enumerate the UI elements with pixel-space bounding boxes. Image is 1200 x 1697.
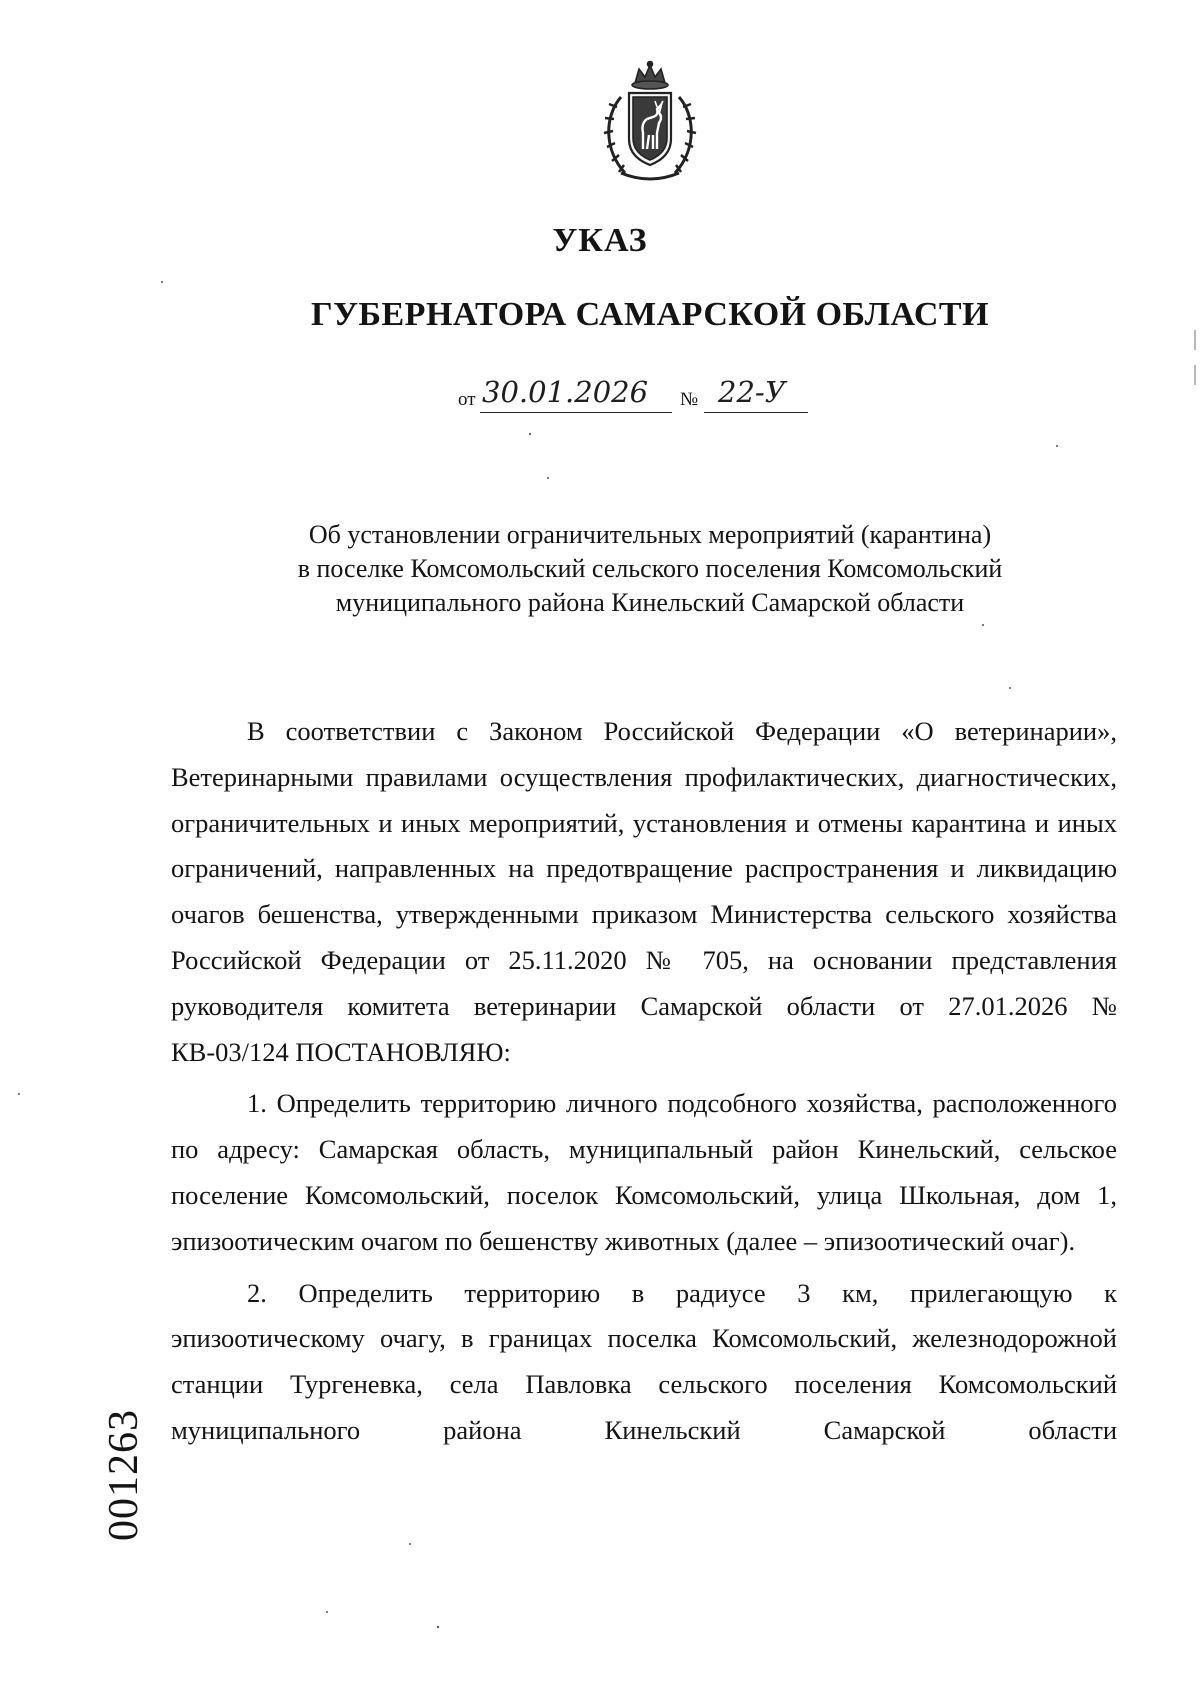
title-line: в поселке Комсомольский сельского поселения Комсомольский: [297, 554, 1003, 583]
document-title: [0, 518, 1200, 620]
title-line: муниципального района Кинельский Самарской области: [335, 588, 965, 617]
item-2-paragraph: 2. Определить территорию в радиусе 3 км, прилегающую к эпизоотическому очагу, в границах поселка Комсомольский, железнодорожной станции Тургеневка, села Павловка сельского поселения Комсомольский муниципального района Кинельский Самарской области: [171, 1277, 1117, 1445]
preamble-paragraph: В соответствии с Законом Российской Федерации «О ветеринарии», Ветеринарными правилами осуществления профилактических, диагностических, ограничительных и иных мероприятий, установления и отмены карантина и иных ограничений, направленных на предотвращение распространения и ликвидацию очагов бешенства, утвержденными приказом Министерства сельского хозяйства Российской Федерации от 25.11.2020 № 705, на основании представления руководителя комитета ветеринарии Самарской области от 27.01.2026 № КВ-03/124 ПОСТАНОВЛЯЮ:: [171, 716, 1117, 1067]
document-body: [171, 709, 1117, 1454]
samara-oblast-coat-of-arms-icon: [587, 57, 713, 187]
handwritten-date: 30.01.2026: [482, 375, 649, 409]
item-1-paragraph: 1. Определить территорию личного подсобного хозяйства, расположенного по адресу: Самарская область, муниципальный район Кинельский, сельское поселение Комсомольский, поселок Комсомольский, улица Школьная, дом 1, эпизоотическим очагом по бешенству животных (далее – эпизоотический очаг).: [171, 1088, 1117, 1256]
document-page: УКАЗ ГУБЕРНАТОРА САМАРСКОЙ ОБЛАСТИ от 30.01.2026 № 22-У Об установлении ограничительных мероприятий (карантина) в поселке Комсомольский сельского поселения Комсомольский муниципального района Кинельский Самарской области В соответствии с Законом Российской Федерации «О ветеринарии», Ветеринарными правилами осуществления профилактических, диагностических, ограничительных и иных мероприятий, установления и отмены карантина и иных ограничений, направленных на предотвращение распространения и ликвидацию очагов бешенства, утвержденными приказом Министерства сельского хозяйства Российской Федерации от 25.11.2020 № 705, на основании представления руководителя комитета ветеринарии Самарской области от 27.01.2026 № КВ-03/124 ПОСТАНОВЛЯЮ: 1. Определить территорию личного подсобного хозяйства, расположенного по адресу: Самарская область, муниципальный район Кинельский, сельское поселение Комсомольский, поселок Комсомольский, улица Школьная, дом 1, эпизоотическим очагом по бешенству животных (далее – эпизоотический очаг). 2. Определить территорию в радиусе 3 км, прилегающую к эпизоотическому очагу, в границах поселка Комсомольский, железнодорожной станции Тургеневка, села Павловка сельского поселения Комсомольский муниципального района Кинельский Самарской области 001263: [0, 0, 1200, 1697]
title-line: Об установлении ограничительных мероприятий (карантина): [308, 520, 992, 549]
date-underline: [480, 412, 672, 413]
issuer-heading: ГУБЕРНАТОРА САМАРСКОЙ ОБЛАСТИ: [310, 296, 990, 333]
number-prefix: №: [680, 389, 699, 410]
document-type: УКАЗ: [552, 222, 648, 259]
handwritten-number: 22-У: [718, 375, 786, 409]
date-prefix: от: [458, 389, 476, 410]
number-underline: [704, 412, 808, 413]
